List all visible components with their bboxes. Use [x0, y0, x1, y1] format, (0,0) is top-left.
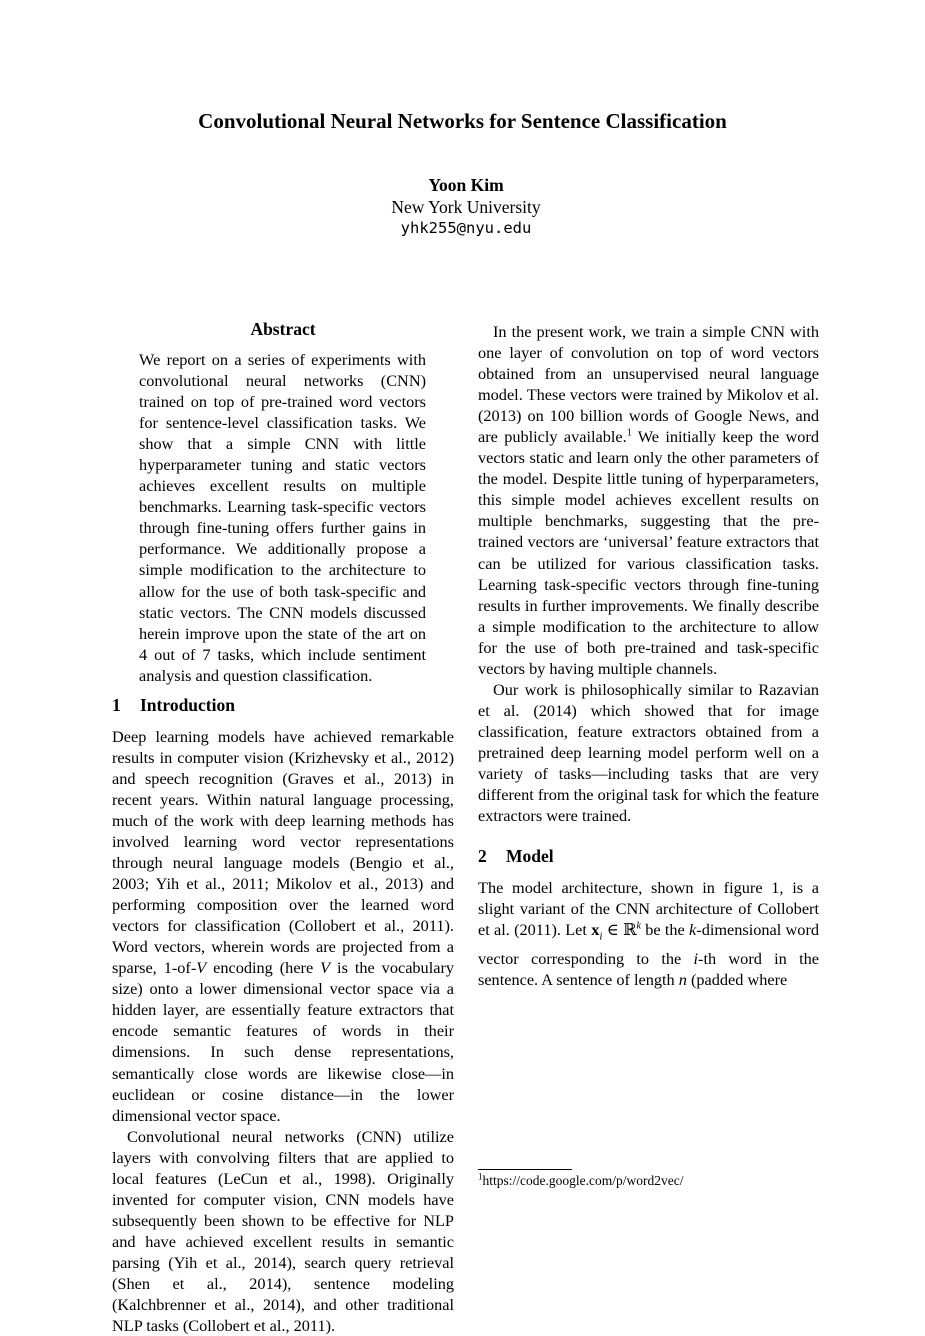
text-run: The model architecture, shown in figure 1, is a slight variant of the CNN architecture of Collobert et al. (2011). Let	[478, 878, 819, 940]
math-vector: x	[591, 920, 600, 940]
text-run: -dimensional word vector corresponding to the	[478, 920, 820, 968]
paper-title: Convolutional Neural Networks for Sentence Classification	[198, 109, 727, 133]
math-variable: k	[689, 920, 697, 940]
math-superscript: k	[636, 920, 641, 932]
right-column	[478, 321, 819, 990]
math-variable: n	[678, 969, 687, 989]
section-heading-model	[478, 846, 819, 867]
section-title: Model	[506, 846, 554, 867]
math-subscript: i	[599, 930, 603, 943]
section-number: 1	[112, 694, 121, 715]
math-variable: V	[196, 958, 207, 978]
footnote-rule	[478, 1169, 572, 1170]
footnote-mark: 1	[478, 1171, 483, 1182]
footnote	[478, 1173, 683, 1189]
left-column	[112, 319, 454, 1336]
author-block	[0, 175, 925, 240]
section-title: Introduction	[140, 694, 235, 715]
text-run: -th word in the sentence. A sentence of length	[478, 948, 820, 989]
abstract-heading: Abstract	[250, 319, 316, 339]
model-paragraph-1	[478, 877, 819, 989]
intro-paragraph-1	[112, 726, 454, 1126]
abstract-text: We report on a series of experiments with convolutional neural networks (CNN) trained on top of pre-trained word vectors for sentence-level classification tasks. We show that a simple CNN with little hyperparameter tuning and static vectors achieves excellent results on multiple benchmarks. Learning task-specific vectors through fine-tuning offers further gains in performance. We additionally propose a simple modification to the architecture to allow for the use of both task-specific and static vectors. The CNN models discussed herein improve upon the state of the art on 4 out of 7 tasks, which include sentiment analysis and question classification.	[139, 350, 426, 685]
text-run: Deep learning models have achieved remarkable results in computer vision (Krizhevsky et al., 2012) and speech recognition (Graves et al., 2013) in recent years. Within natural language processing, much of the work with deep learning methods has involved learning word vector representations through neural language models (Bengio et al., 2003; Yih et al., 2011; Mikolov et al., 2013) and performing composition over the learned word vectors for classification (Collobert et al., 2011). Word vectors, wherein words are projected from a sparse, 1-of-	[112, 726, 454, 978]
math-variable: V	[320, 958, 331, 978]
section-heading-introduction	[112, 695, 454, 716]
math-variable: i	[693, 948, 699, 968]
text-run: be the	[640, 920, 690, 940]
intro-paragraph-2: Convolutional neural networks (CNN) utilize layers with convolving filters that are applied to local features (LeCun et al., 1998). Originally invented for computer vision, CNN models have subsequently been shown to be effective for NLP and have achieved excellent results in semantic parsing (Yih et al., 2014), search query retrieval (Shen et al., 2014), sentence modeling (Kalchbrenner et al., 2014), and other traditional NLP tasks (Collobert et al., 2011).	[112, 1126, 454, 1336]
intro-paragraph-3	[478, 321, 819, 679]
math-symbol: ∈ ℝ	[602, 920, 637, 940]
text-run: (padded where	[686, 969, 788, 989]
text-run: We initially keep the word vectors static and learn only the other parameters of the model. Despite little tuning of hyperparameters, this simple model achieves excellent results on multiple benchmarks, suggesting that the pre-trained vectors are ‘universal’ feature extractors that can be utilized for various classification tasks. Learning task-specific vectors through fine-tuning results in further improvements. We finally describe a simple modification to the architecture to allow for the use of both pre-trained and task-specific vectors by having multiple channels.	[478, 427, 819, 678]
footnote-link[interactable]: https://code.google.com/p/word2vec/	[482, 1173, 684, 1188]
footnote-marker: 1	[626, 427, 632, 439]
author-email: yhk255@nyu.edu	[400, 219, 532, 237]
section-number: 2	[478, 846, 487, 867]
text-run: encoding (here	[206, 958, 321, 978]
intro-paragraph-4: Our work is philosophically similar to Razavian et al. (2014) which showed that for image classification, feature extractors obtained from a pretrained deep learning model perform well on a variety of tasks—including tasks that are very different from the original task for which the feature extractors were trained.	[478, 679, 819, 826]
author-name: Yoon Kim	[428, 175, 504, 195]
text-run: In the present work, we train a simple CNN with one layer of convolution on top of word vectors obtained from an unsupervised neural language model. These vectors were trained by Mikolov et al. (2013) on 100 billion words of Google News, and are publicly available.	[478, 322, 819, 447]
author-affiliation: New York University	[391, 196, 541, 217]
text-run: is the vocabulary size) onto a lower dimensional vector space via a hidden layer, are essentially feature extractors that encode semantic features of words in their dimensions. In such dense representations, semantically close words are likewise close—in euclidean or cosine distance—in the lower dimensional vector space.	[112, 958, 455, 1125]
